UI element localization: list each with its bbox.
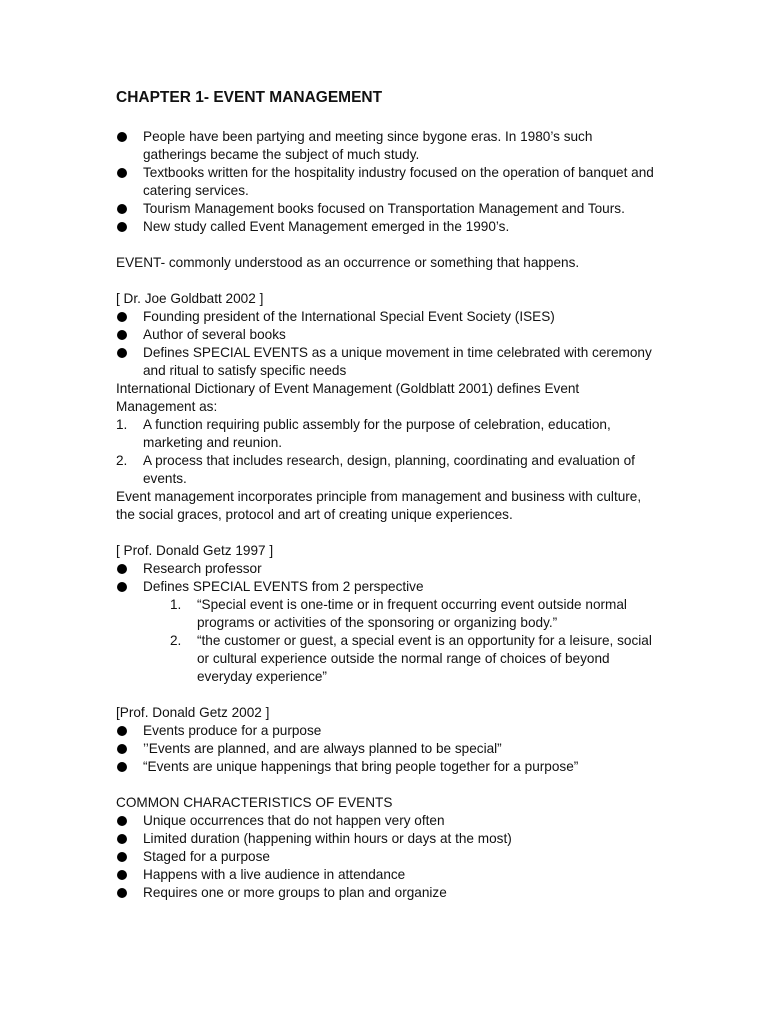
getz1997-bullet-list (116, 560, 658, 596)
bullet-icon (117, 132, 127, 142)
bullet-icon (117, 222, 127, 232)
list-number: 2. (170, 633, 182, 648)
list-item: Defines SPECIAL EVENTS as a unique movement in time celebrated with ceremony and ritual to satisfy specific needs (116, 344, 658, 380)
list-item: “Events are unique happenings that bring people together for a purpose” (116, 758, 658, 776)
bullet-icon (117, 312, 127, 322)
list-item: New study called Event Management emerged in the 1990’s. (116, 218, 658, 236)
getz1997-numbered-list (116, 596, 658, 686)
bullet-icon (117, 744, 127, 754)
bullet-icon (117, 834, 127, 844)
goldbatt-heading: [ Dr. Joe Goldbatt 2002 ] (116, 291, 264, 306)
getz2002-bullet-list (116, 722, 658, 776)
bullet-icon (117, 168, 127, 178)
bullet-icon (117, 816, 127, 826)
goldbatt-closing: Event management incorporates principle from management and business with culture, the social graces, protocol and art of creating unique experiences. (116, 489, 642, 522)
spacer (116, 236, 658, 254)
intro-bullet-list (116, 128, 658, 236)
bullet-icon (117, 564, 127, 574)
list-number: 1. (170, 597, 182, 612)
spacer (116, 524, 658, 542)
bullet-icon (117, 726, 127, 736)
bullet-icon (117, 348, 127, 358)
goldbatt-numbered-list (116, 416, 658, 488)
list-item: Unique occurrences that do not happen very often (116, 812, 658, 830)
bullet-icon (117, 582, 127, 592)
list-item: ’’Events are planned, and are always planned to be special” (116, 740, 658, 758)
list-item: People have been partying and meeting since bygone eras. In 1980’s such gatherings became the subject of much study. (116, 128, 658, 164)
list-item: Staged for a purpose (116, 848, 658, 866)
list-item: 2. “the customer or guest, a special event is an opportunity for a leisure, social or cultural experience outside the normal range of choices of beyond everyday experience” (170, 633, 652, 684)
characteristics-bullet-list (116, 812, 658, 902)
list-item: Tourism Management books focused on Transportation Management and Tours. (116, 200, 658, 218)
spacer (116, 272, 658, 290)
dictionary-intro: International Dictionary of Event Management (Goldblatt 2001) defines Event Management as: (116, 381, 580, 414)
list-item: Happens with a live audience in attendance (116, 866, 658, 884)
list-item: Events produce for a purpose (116, 722, 658, 740)
list-number: 2. (116, 453, 128, 468)
list-item: Defines SPECIAL EVENTS from 2 perspective (116, 578, 658, 596)
list-item: 2. A process that includes research, design, planning, coordinating and evaluation of events. (116, 453, 635, 486)
list-item: Textbooks written for the hospitality industry focused on the operation of banquet and catering services. (116, 164, 658, 200)
bullet-icon (117, 330, 127, 340)
goldbatt-bullet-list (116, 308, 658, 380)
bullet-icon (117, 852, 127, 862)
bullet-icon (117, 762, 127, 772)
getz2002-heading: [Prof. Donald Getz 2002 ] (116, 705, 270, 720)
spacer (116, 686, 658, 704)
getz1997-heading: [ Prof. Donald Getz 1997 ] (116, 543, 274, 558)
characteristics-heading: COMMON CHARACTERISTICS OF EVENTS (116, 795, 393, 810)
list-item: Limited duration (happening within hours or days at the most) (116, 830, 658, 848)
event-definition: EVENT- commonly understood as an occurrence or something that happens. (116, 255, 580, 270)
list-item: Founding president of the International Special Event Society (ISES) (116, 308, 658, 326)
bullet-icon (117, 888, 127, 898)
list-item: Requires one or more groups to plan and organize (116, 884, 658, 902)
list-item: 1. A function requiring public assembly for the purpose of celebration, education, marketing and reunion. (116, 417, 611, 450)
list-item: Research professor (116, 560, 658, 578)
list-number: 1. (116, 417, 128, 432)
chapter-title: CHAPTER 1- EVENT MANAGEMENT (116, 89, 383, 106)
bullet-icon (117, 870, 127, 880)
list-item: Author of several books (116, 326, 658, 344)
bullet-icon (117, 204, 127, 214)
list-item: 1. “Special event is one-time or in frequent occurring event outside normal programs or activities of the sponsoring or organizing body.” (170, 597, 627, 630)
spacer (116, 776, 658, 794)
